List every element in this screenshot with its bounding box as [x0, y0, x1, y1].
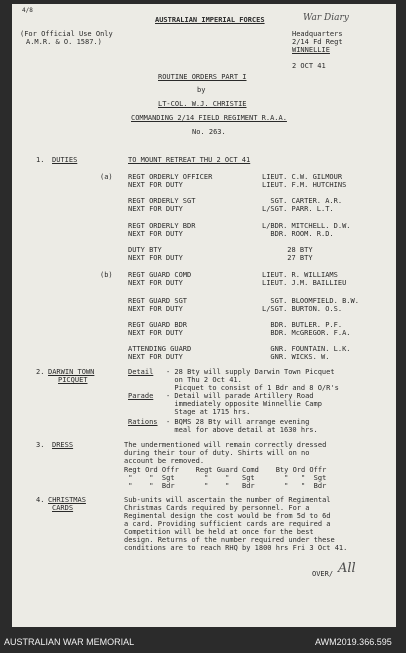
section-label-duties: DUTIES: [52, 156, 78, 164]
hq-line-1: Headquarters: [292, 30, 343, 38]
duty-name: L/BDR. MITCHELL. D.W.: [262, 222, 351, 230]
archive-footer: [0, 627, 406, 653]
duty-row: NEXT FOR DUTY: [128, 329, 183, 337]
section-label-christmas-1: CHRISTMAS: [48, 496, 86, 504]
heading-command: COMMANDING 2/14 FIELD REGIMENT R.A.A.: [131, 114, 287, 122]
section-label-darwin-1: DARWIN TOWN: [48, 368, 95, 376]
order-date: 2 OCT 41: [292, 62, 326, 70]
duty-name: GNR. FOUNTAIN. L.K.: [262, 345, 351, 353]
duty-name: GNR. WICKS. W.: [262, 353, 330, 361]
parade-label: Parade: [128, 392, 154, 400]
dress-text-line: The undermentioned will remain correctly dressed: [124, 441, 327, 449]
christmas-text-line: Christmas Cards required by personnel. For a: [124, 504, 310, 512]
footer-institution: AUSTRALIAN WAR MEMORIAL: [4, 637, 135, 647]
christmas-text-line: Sub-units will ascertain the number of Regimental: [124, 496, 331, 504]
duty-row: NEXT FOR DUTY: [128, 181, 183, 189]
christmas-text-line: conditions are to reach RHQ by 1800 hrs Fri 3 Oct 41.: [124, 544, 348, 552]
document-title: AUSTRALIAN IMPERIAL FORCES: [155, 16, 265, 24]
duty-row: REGT GUARD BDR: [128, 321, 188, 329]
heading-routine-orders: ROUTINE ORDERS PART I: [158, 73, 247, 81]
duty-row: REGT ORDERLY BDR: [128, 222, 196, 230]
dress-table-line: " " Bdr " " Bdr " " Bdr: [124, 482, 327, 490]
duty-row: NEXT FOR DUTY: [128, 230, 183, 238]
parade-line: Stage at 1715 hrs.: [166, 408, 251, 416]
duty-row: REGT GUARD COMD: [128, 271, 192, 279]
section-label-darwin-2: PICQUET: [58, 376, 88, 384]
dress-text-line: account be removed.: [124, 457, 205, 465]
rations-line: meal for above detail at 1630 hrs.: [166, 426, 318, 434]
detail-line: Picquet to consist of 1 Bdr and 8 O/R's: [166, 384, 339, 392]
section-number-dress: 3.: [36, 441, 45, 449]
official-use-line-1: (For Official Use Only: [20, 30, 113, 38]
detail-label: Detail: [128, 368, 154, 376]
dress-text-line: during their tour of duty. Shirts will on no: [124, 449, 310, 457]
duty-name: LIEUT. C.W. GILMOUR: [262, 173, 343, 181]
hq-line-2: 2/14 Fd Regt: [292, 38, 343, 46]
detail-line: - 28 Bty will supply Darwin Town Picquet: [166, 368, 335, 376]
duty-name: LIEUT. J.M. BAILLIEU: [262, 279, 347, 287]
duty-name: LIEUT. F.M. HUTCHINS: [262, 181, 347, 189]
dress-table-line: Regt Ord Offr Regt Guard Comd Bty Ord Offr: [124, 466, 327, 474]
handwritten-note: War Diary: [303, 13, 349, 23]
duty-name: LIEUT. R. WILLIAMS: [262, 271, 338, 279]
parade-line: - Detail will parade Artillery Road: [166, 392, 314, 400]
duty-name: L/SGT. BURTON. O.S.: [262, 305, 343, 313]
heading-by: by: [197, 86, 206, 94]
duty-name: L/SGT. PARR. L.T.: [262, 205, 334, 213]
dress-table-line: " " Sgt " " Sgt " " Sgt: [124, 474, 327, 482]
over-marker: OVER/: [312, 570, 334, 578]
heading-commander: LT-COL. W.J. CHRISTIE: [158, 100, 247, 108]
duty-name: 27 BTY: [262, 254, 313, 262]
christmas-text-line: a card. Providing sufficient cards are required a: [124, 520, 331, 528]
duty-name: BDR. McGREGOR. F.A.: [262, 329, 351, 337]
duty-name: SGT. BLOOMFIELD. B.W.: [262, 297, 359, 305]
corner-mark: 4/8: [22, 7, 33, 14]
hq-line-3: WINNELLIE: [292, 46, 330, 54]
christmas-text-line: design. Returns of the number required under these: [124, 536, 335, 544]
marker-b: (b): [100, 271, 113, 279]
duties-period: TO MOUNT RETREAT THU 2 OCT 41: [128, 156, 251, 164]
footer-reference: AWM2019.366.595: [315, 637, 392, 647]
christmas-text-line: Competition will be held at once for the best: [124, 528, 314, 536]
duty-row: REGT ORDERLY SGT: [128, 197, 196, 205]
duty-row: DUTY BTY: [128, 246, 162, 254]
duty-row: NEXT FOR DUTY: [128, 205, 183, 213]
section-number-christmas: 4.: [36, 496, 45, 504]
duty-row: REGT GUARD SGT: [128, 297, 188, 305]
official-use-line-2: A.M.R. & O. 1587.): [26, 38, 102, 46]
christmas-text-line: Regimental design the cost would be from 5d to 6d: [124, 512, 331, 520]
duty-row: NEXT FOR DUTY: [128, 353, 183, 361]
duty-row: NEXT FOR DUTY: [128, 254, 183, 262]
section-number-darwin: 2.: [36, 368, 45, 376]
section-label-christmas-2: CARDS: [52, 504, 74, 512]
marker-a: (a): [100, 173, 113, 181]
duty-name: 28 BTY: [262, 246, 313, 254]
handwritten-initials: All: [338, 561, 356, 576]
duty-name: SGT. CARTER. A.R.: [262, 197, 343, 205]
rations-line: - BQMS 28 Bty will arrange evening: [166, 418, 310, 426]
duty-row: NEXT FOR DUTY: [128, 305, 183, 313]
section-number-duties: 1.: [36, 156, 45, 164]
duty-name: BDR. ROOM. R.D.: [262, 230, 334, 238]
duty-row: NEXT FOR DUTY: [128, 279, 183, 287]
duty-row: REGT ORDERLY OFFICER: [128, 173, 213, 181]
detail-line: on Thu 2 Oct 41.: [166, 376, 242, 384]
order-number: No. 263.: [192, 128, 226, 136]
rations-label: Rations: [128, 418, 158, 426]
parade-line: immediately opposite Winnellie Camp: [166, 400, 322, 408]
section-label-dress: DRESS: [52, 441, 74, 449]
duty-row: ATTENDING GUARD: [128, 345, 192, 353]
duty-name: BDR. BUTLER. P.F.: [262, 321, 343, 329]
